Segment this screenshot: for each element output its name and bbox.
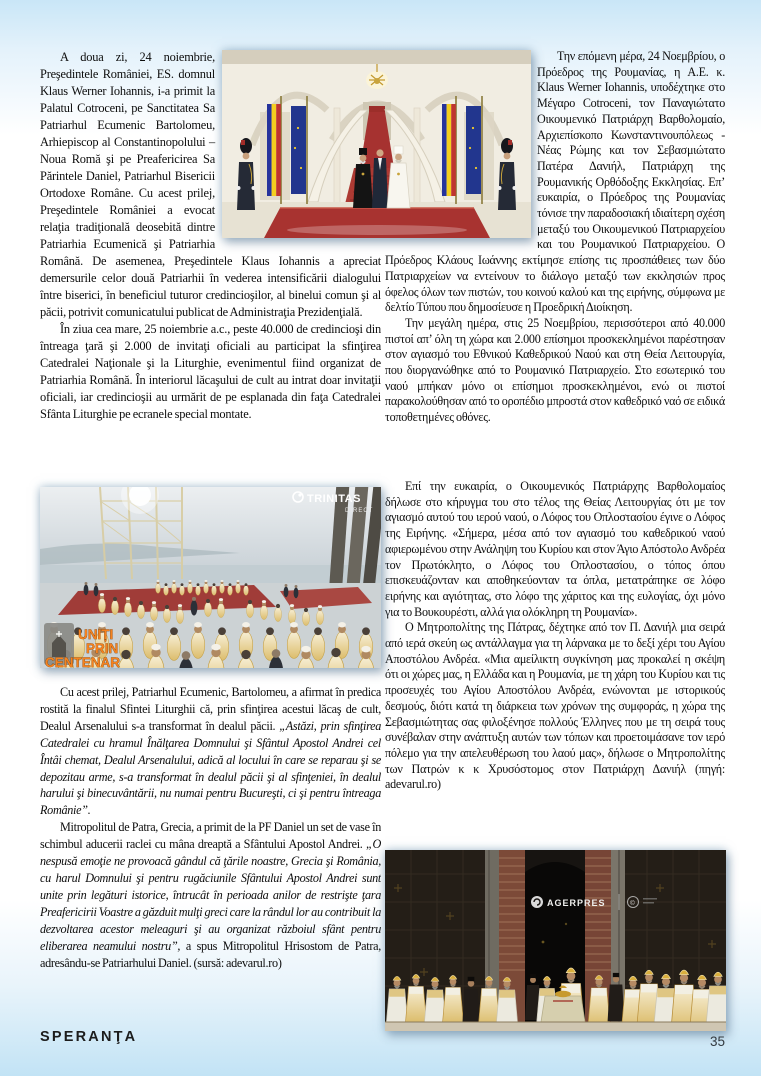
photo-cotroceni-palace: [222, 50, 531, 238]
trinitas-logo-text: TRINITAS: [307, 493, 361, 505]
paragraph-text: A doua zi, 24 noiembrie, Preşedintele României, ES. domnul Klaus Werner Iohannis, i-a primit la Palatul Cotroceni, pe Sanctitatea Sa Patriarhul Ecumenic Bartolomeu, Arhiepiscop al Constantinopolului – Noua Romă şi pe Preafericirea Sa Părintele Daniel, Patriarhul Bisericii Ortodoxe Române. Cu acest prilej, Preşedintele României a evocat relaţia tradiţională deosebită dintre Patriarhia Ecumenică şi Patriarhia Română. De asemenea, Preşedintele Klaus Iohannis a apreciat demersurile celor două Patriarhii în vederea intensificării dialogului între biserici, în beneficiul tuturor credincioşilor, al binelui comun şi al păcii, potrivit comunicatului publicat de Administraţia Prezidenţială.: [40, 50, 381, 319]
paragraph-gr-3: [385, 479, 725, 620]
paragraph-text: În ziua cea mare, 25 noiembrie a.c., peste 40.000 de credincioşi din întreaga ţară şi 2.000 de invitaţi oficiali au participat la sfinţirea Catedralei Naţionale şi la Liturghie, evenimentul fiind organizat de Patriarhia Română. În interiorul lăcaşului de cult au intrat doar invitaţii oficiali, iar credincioşii au urmărit de pe esplanada din faţa Catedralei Sfânta Liturghie pe ecranele special montate.: [40, 322, 381, 421]
paragraph-gr-2: [385, 316, 725, 426]
paragraph-ro-2: [40, 321, 381, 423]
cathedral-entrance-illustration: [385, 850, 726, 1031]
agerpres-logo-icon: [531, 896, 543, 908]
cotroceni-palace-illustration: [222, 50, 531, 238]
caption-line-1: UNIȚI: [78, 627, 114, 642]
footer-brand: SPERANŢA: [40, 1029, 138, 1045]
agerpres-watermark-text: AGERPRES: [547, 898, 606, 908]
president-iohannis-figure: [372, 149, 388, 208]
paragraph-text: Mitropolitul de Patra, Grecia, a primit de la PF Daniel un set de vase în schimbul aducerii raclei cu mâna dreaptă a Sfântului Apostol Andrei.: [40, 820, 381, 852]
paragraph-ro-3: [40, 684, 381, 819]
quote-italic: „O nespusă emoţie ne provoacă gândul că ţările noastre, Grecia şi România, cu harul Domnului şi pentru rugăciunile Sfântului Apostol Andrei sunt unite prin legături istorice, întrucât în perioada anilor de restrişte ţara Preafericirii Voastre a găzduit mulţi greci care la rândul lor au contribuit la dezvoltarea acestor meleaguri şi au organizat războiul sfânt pentru eliberarea neamului nostru”,: [40, 837, 381, 953]
paragraph-text: Ο Μητροπολίτης της Πάτρας, δέχτηκε από τον Π. Δανιήλ μια σειρά από ιερά σκεύη ως αντάλλαγμα για τη λάρνακα με το δεξί χέρι του Αγίου Αποστόλου Ανδρέα. «Μια αμείλικτη συγκίνηση μας προκαλεί η σκέψη ότι οι χώρες μας, η Ελλάδα και η Ρουμανία, με τη χάρη του Κυρίου και τις προσευχές του Αγίου Αποστόλου Ανδρέα, ενώνονται με ιστορικούς δεσμούς, διότι κατά τη διάρκεια των χρόνων της συμφοράς, η χώρα της Σεβασμιώτητας σας φιλοξένησε πολλούς Έλληνες που με τη σειρά τους συνέβαλαν στην ανάπτυξη αυτών των τόπων και προετοιμάσανε τον ιερό πόλεμο για την απελευθέρωση του λαού μας», δήλωσε ο Μητροπολίτης των Πατρών κ κ Χρυσόστομος στον Πατριάρχη Δανιήλ (πηγή: adevarul.ro): [385, 620, 725, 792]
paragraph-ro-4: [40, 819, 381, 971]
eu-flag: [291, 96, 307, 204]
paragraph-text: a spus Mitropolitul Hrisostom de Patra, adresându-se Patriarhului Daniel. (sursă: adevarul.ro): [40, 938, 381, 970]
romanian-flag: [267, 96, 281, 204]
trinitas-sub-text: DIRECT: [345, 508, 374, 514]
page-number: 35: [709, 1034, 725, 1049]
paragraph-text: Την μεγάλη ημέρα, στις 25 Νοεμβρίου, περισσότεροι από 40.000 πιστοί απ’ όλη τη χώρα και 2.000 επίσημοι προσκεκλημένοι παρέστησαν στον αγιασμό του Εθνικού Καθεδρικού Ναού και στη Θεία Λειτουργία, που διοργανώθηκε από το Ρουμανικό Πατριαρχείο. Στο εσωτερικό του ναού μπήκαν μόνο οι επίσημοι προσκεκλημένοι, ενώ οι πιστοί παρακολούθησαν από το οροπέδιο μπροστά στον καθεδρικό ναό σε ειδικά τοποθετημένες οθόνες.: [385, 315, 725, 425]
caption-line-2: PRIN: [86, 641, 119, 656]
photo-consecration-ceremony: [40, 487, 381, 668]
romanian-flag: [442, 96, 456, 204]
paragraph-gr-4: [385, 620, 725, 793]
quote-italic: „Astăzi, prin sfinţirea Catedralei cu hramul Înălţarea Domnului şi Sfântul Apostol Andrei cel Întâi chemat, Dealul Arsenalului, adică al locului în care se reparau şi se depozitau arme, s-a transformat în dealul păcii şi al sfinţeniei, în dealul harului şi binecuvântării, nu numai pentru Bucureşti, ci şi pentru întreaga Românie”.: [40, 718, 381, 818]
paragraph-text: Cu acest prilej, Patriarhul Ecumenic, Bartolomeu, a afirmat în predica rostită la finalul Sfintei Liturghii că, prin sfinţirea acestui lăcaş de cult, Dealul Arsenalului s-a transformat în dealul păcii.: [40, 685, 381, 733]
eu-flag: [466, 96, 482, 204]
caption-line-3: CENTENAR: [45, 655, 121, 668]
stone-floor: [385, 1022, 726, 1031]
copyright-symbol: ©: [630, 900, 635, 907]
paragraph-text: Την επόμενη μέρα, 24 Νοεμβρίου, ο Πρόεδρος της Ρουμανίας, η Α.Ε. κ. Klaus Werner Iohannis, υποδέχτηκε στο Μέγαρο Cotroceni, τον Παναγιώτατο Οικουμενικό Πατριάρχη Βαρθολομαίο, Αρχιεπίσκοπο Κωνσταντινουπόλεως - Νέας Ρώμης και τον Σεβασμιώτατο Πατέρα Δανιήλ, Πατριάρχη της Ρουμανικής Ορθόδοξης Εκκλησίας. Επ’ ευκαιρία, ο Πρόεδρος της Ρουμανίας τόνισε την παραδοσιακή ιδιαίτερη σχέση μεταξύ του Οικουμενικού Πατριαρχείου και του Ρουμανικού Πατριαρχείου. Ο Πρόεδρος Κλάους Ιωάννης εκτίμησε επίσης τις προσπάθειες των δύο Πατριαρχείων να εντείνουν το διάλογο μεταξύ των εκκλησιών προς όφελος όλων των πιστών, του κοινού καλού και της ειρήνης, σύμφωνα με δελτίο Τύπου που δημοσίευσε η Προεδρική Διοίκηση.: [385, 49, 725, 315]
consecration-illustration: [40, 487, 381, 668]
photo-cathedral-entrance: [385, 850, 726, 1031]
left-column-bottom: [40, 684, 381, 1036]
right-column-bottom: [385, 479, 725, 851]
paragraph-text: Επί την ευκαιρία, ο Οικουμενικός Πατριάρχης Βαρθολομαίος δήλωσε στο κήρυγμα του στο τέλος της Θείας Λειτουργίας ότι με τον αγιασμό αυτού του ιερού ναού, ο Λόφος του Οπλοστασίου έγινε ο Λόφος της Ειρήνης. «Σήμερα, μέσα από τον αγιασμό του καθεδρικού ναού αφιερωμένου στην Ανάληψη του Κυρίου και στον Άγιο Απόστολο Ανδρέα τον Πρωτόκλητο, ο Λόφος του Οπλοστασίου, ο τόπος όπου επισκευάζονταν και αποθηκεύονταν τα όπλα, μετατράπηκε σε λόφο ειρήνης και αγιότητας, στο λόφο της χάριτος και της ευλογίας, όχι μόνο για το Βουκουρέστι, αλλά για ολόκληρη τη Ρουμανία».: [385, 479, 725, 619]
